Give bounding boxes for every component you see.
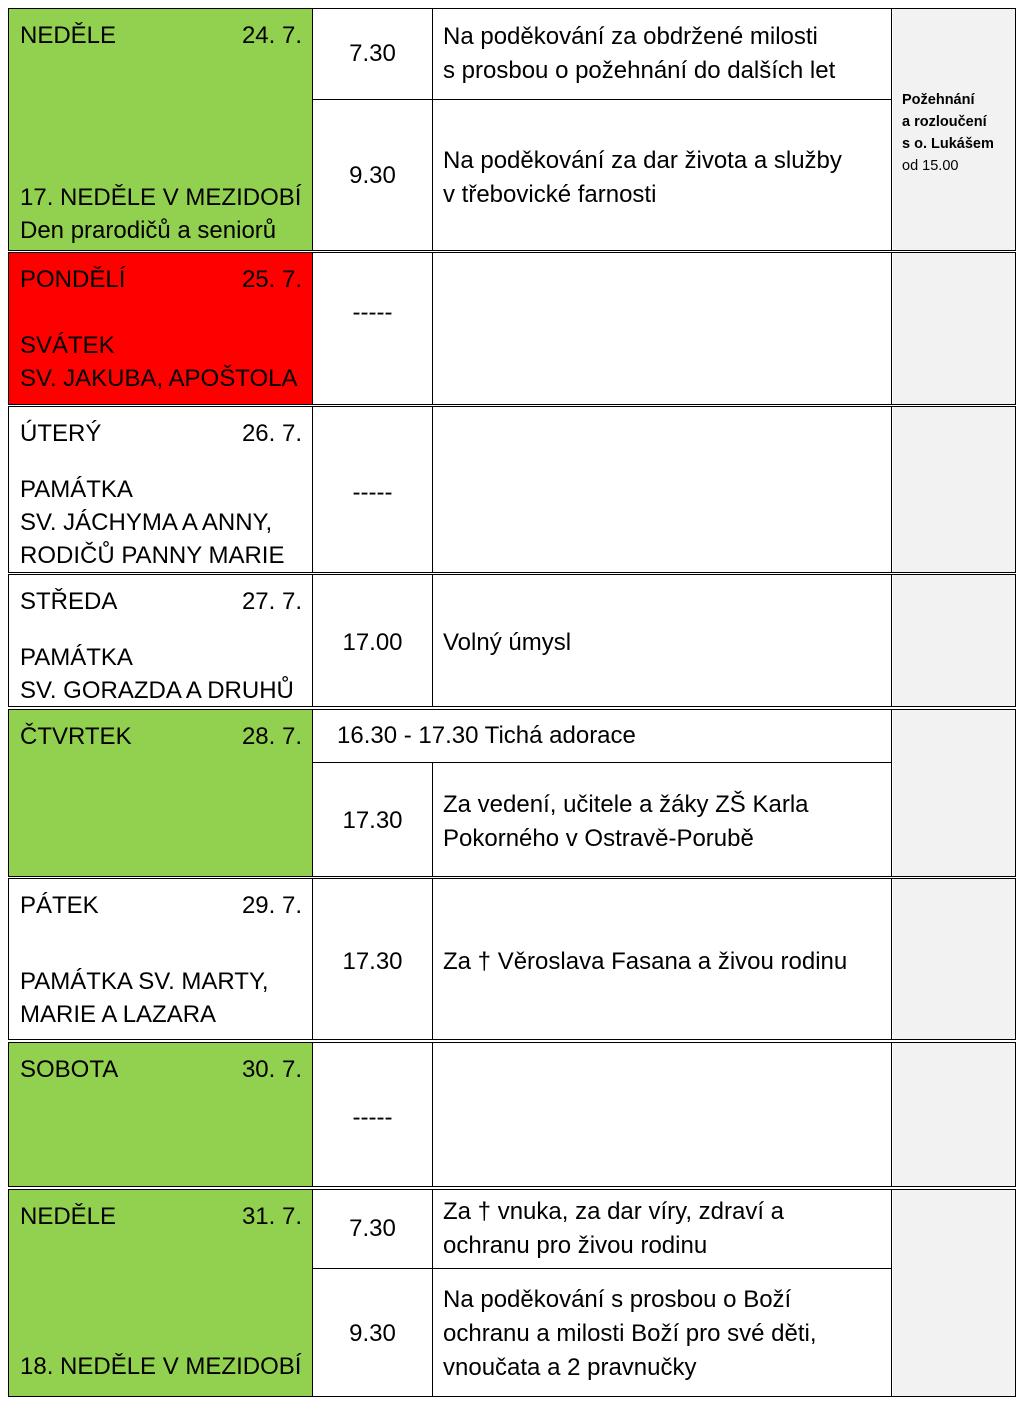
feast-line: SV. JAKUBA, APOŠTOLA <box>20 365 298 392</box>
day-name: NEDĚLE <box>20 22 117 49</box>
intent-line: vnoučata a 2 pravnučky <box>443 1353 697 1381</box>
intent-line: ochranu pro živou rodinu <box>443 1232 708 1259</box>
mass-intent <box>442 879 893 1045</box>
mass-time: 17.30 <box>342 806 403 834</box>
mass-intent <box>442 763 892 878</box>
mass-time: ----- <box>352 479 393 506</box>
day-date: 30. 7. <box>241 1056 302 1083</box>
day-block-sunday-24 <box>8 8 1016 251</box>
feast-line: 18. NEDĚLE V MEZIDOBÍ <box>20 1353 302 1380</box>
intent-line: ochranu a milosti Boží pro své děti, <box>443 1319 817 1347</box>
feast-line: RODIČŮ PANNY MARIE <box>20 542 285 569</box>
note-cell <box>893 9 1015 250</box>
day-header <box>20 889 302 922</box>
day-date: 26. 7. <box>241 420 302 447</box>
day-cell <box>9 1190 312 1396</box>
intent-line: Na poděkování za dar života a služby <box>443 147 842 174</box>
feast-line: PAMÁTKA SV. MARTY, <box>20 968 269 995</box>
day-date: 24. 7. <box>241 22 302 49</box>
note-cell <box>893 1043 1015 1186</box>
day-feast <box>20 1350 301 1383</box>
intent-line: Pokorného v Ostravě-Porubě <box>443 825 754 852</box>
adoration-text: 16.30 - 17.30 Tichá adorace <box>337 722 636 749</box>
intent-line: Na poděkování s prosbou o Boží <box>443 1285 792 1313</box>
day-feast <box>20 329 302 395</box>
note-cell <box>893 407 1015 572</box>
day-name: ÚTERÝ <box>20 420 102 447</box>
note-line: a rozloučení <box>902 113 987 130</box>
day-name: NEDĚLE <box>20 1203 117 1230</box>
day-block-monday-25 <box>8 252 1016 405</box>
day-feast <box>20 965 302 1031</box>
day-block-wednesday-27 <box>8 574 1016 707</box>
feast-line: SV. GORAZDA A DRUHŮ <box>20 677 294 704</box>
day-block-sunday-31 <box>8 1189 1016 1397</box>
mass-time: 7.30 <box>349 40 396 67</box>
mass-intent <box>442 1269 893 1398</box>
intent-line: v třebovické farnosti <box>443 181 657 208</box>
feast-line: PAMÁTKA <box>20 476 133 503</box>
day-date: 27. 7. <box>241 588 302 615</box>
mass-time: ----- <box>352 299 393 326</box>
day-block-tuesday-26 <box>8 406 1016 573</box>
day-feast <box>20 641 302 707</box>
day-header <box>20 417 302 450</box>
day-cell <box>9 879 312 1039</box>
day-cell <box>9 407 312 572</box>
day-cell <box>9 710 312 876</box>
mass-time: 17.00 <box>342 629 403 656</box>
day-header <box>20 1200 302 1233</box>
intent-line: Za † Věroslava Fasana a živou rodinu <box>443 948 848 975</box>
mass-intent <box>442 1190 893 1268</box>
intent-line: Za vedení, učitele a žáky ZŠ Karla <box>443 791 809 818</box>
day-block-friday-29 <box>8 878 1016 1040</box>
mass-time: 17.30 <box>342 948 403 975</box>
day-feast <box>20 181 301 247</box>
day-block-thursday-28 <box>8 709 1016 877</box>
intent-line: Na poděkování za obdržené milosti <box>443 23 818 50</box>
note-line: od 15.00 <box>902 157 959 174</box>
feast-line: Den prarodičů a seniorů <box>20 217 277 244</box>
mass-intent <box>442 9 893 99</box>
day-header <box>20 19 302 52</box>
day-header <box>20 720 302 753</box>
day-cell <box>9 575 312 706</box>
note-text <box>902 15 994 250</box>
day-date: 31. 7. <box>241 1203 302 1230</box>
day-name: ČTVRTEK <box>20 723 132 750</box>
day-name: SOBOTA <box>20 1056 119 1083</box>
mass-intent <box>442 575 893 711</box>
mass-time: 9.30 <box>349 162 396 189</box>
intent-line: Za † vnuka, za dar víry, zdraví a <box>443 1198 785 1225</box>
note-cell <box>893 879 1015 1039</box>
day-header <box>20 1053 302 1086</box>
day-header <box>20 585 302 618</box>
day-date: 28. 7. <box>241 723 302 750</box>
day-date: 25. 7. <box>241 266 302 293</box>
feast-line: PAMÁTKA <box>20 644 133 671</box>
day-name: PÁTEK <box>20 892 99 919</box>
day-cell <box>9 1043 312 1186</box>
mass-time: 7.30 <box>349 1215 396 1242</box>
note-cell <box>893 253 1015 404</box>
note-cell <box>893 710 1015 876</box>
feast-line: SVÁTEK <box>20 332 115 359</box>
intent-line: s prosbou o požehnání do dalších let <box>443 57 836 84</box>
feast-line: 17. NEDĚLE V MEZIDOBÍ <box>20 184 302 211</box>
note-line: Požehnání <box>902 91 975 108</box>
note-cell <box>893 1190 1015 1396</box>
day-header <box>20 263 302 296</box>
note-cell <box>893 575 1015 706</box>
day-cell <box>9 253 312 404</box>
day-cell <box>9 9 312 250</box>
mass-time: 9.30 <box>349 1319 396 1347</box>
note-line: s o. Lukášem <box>902 135 994 152</box>
day-feast <box>20 473 302 572</box>
intent-line: Volný úmysl <box>443 629 572 656</box>
day-name: STŘEDA <box>20 588 118 615</box>
feast-line: MARIE A LAZARA <box>20 1001 217 1028</box>
day-block-saturday-30 <box>8 1042 1016 1187</box>
mass-time: ----- <box>352 1104 393 1131</box>
day-date: 29. 7. <box>241 892 302 919</box>
day-name: PONDĚLÍ <box>20 266 126 293</box>
mass-intent <box>442 100 892 252</box>
feast-line: SV. JÁCHYMA A ANNY, <box>20 509 273 536</box>
